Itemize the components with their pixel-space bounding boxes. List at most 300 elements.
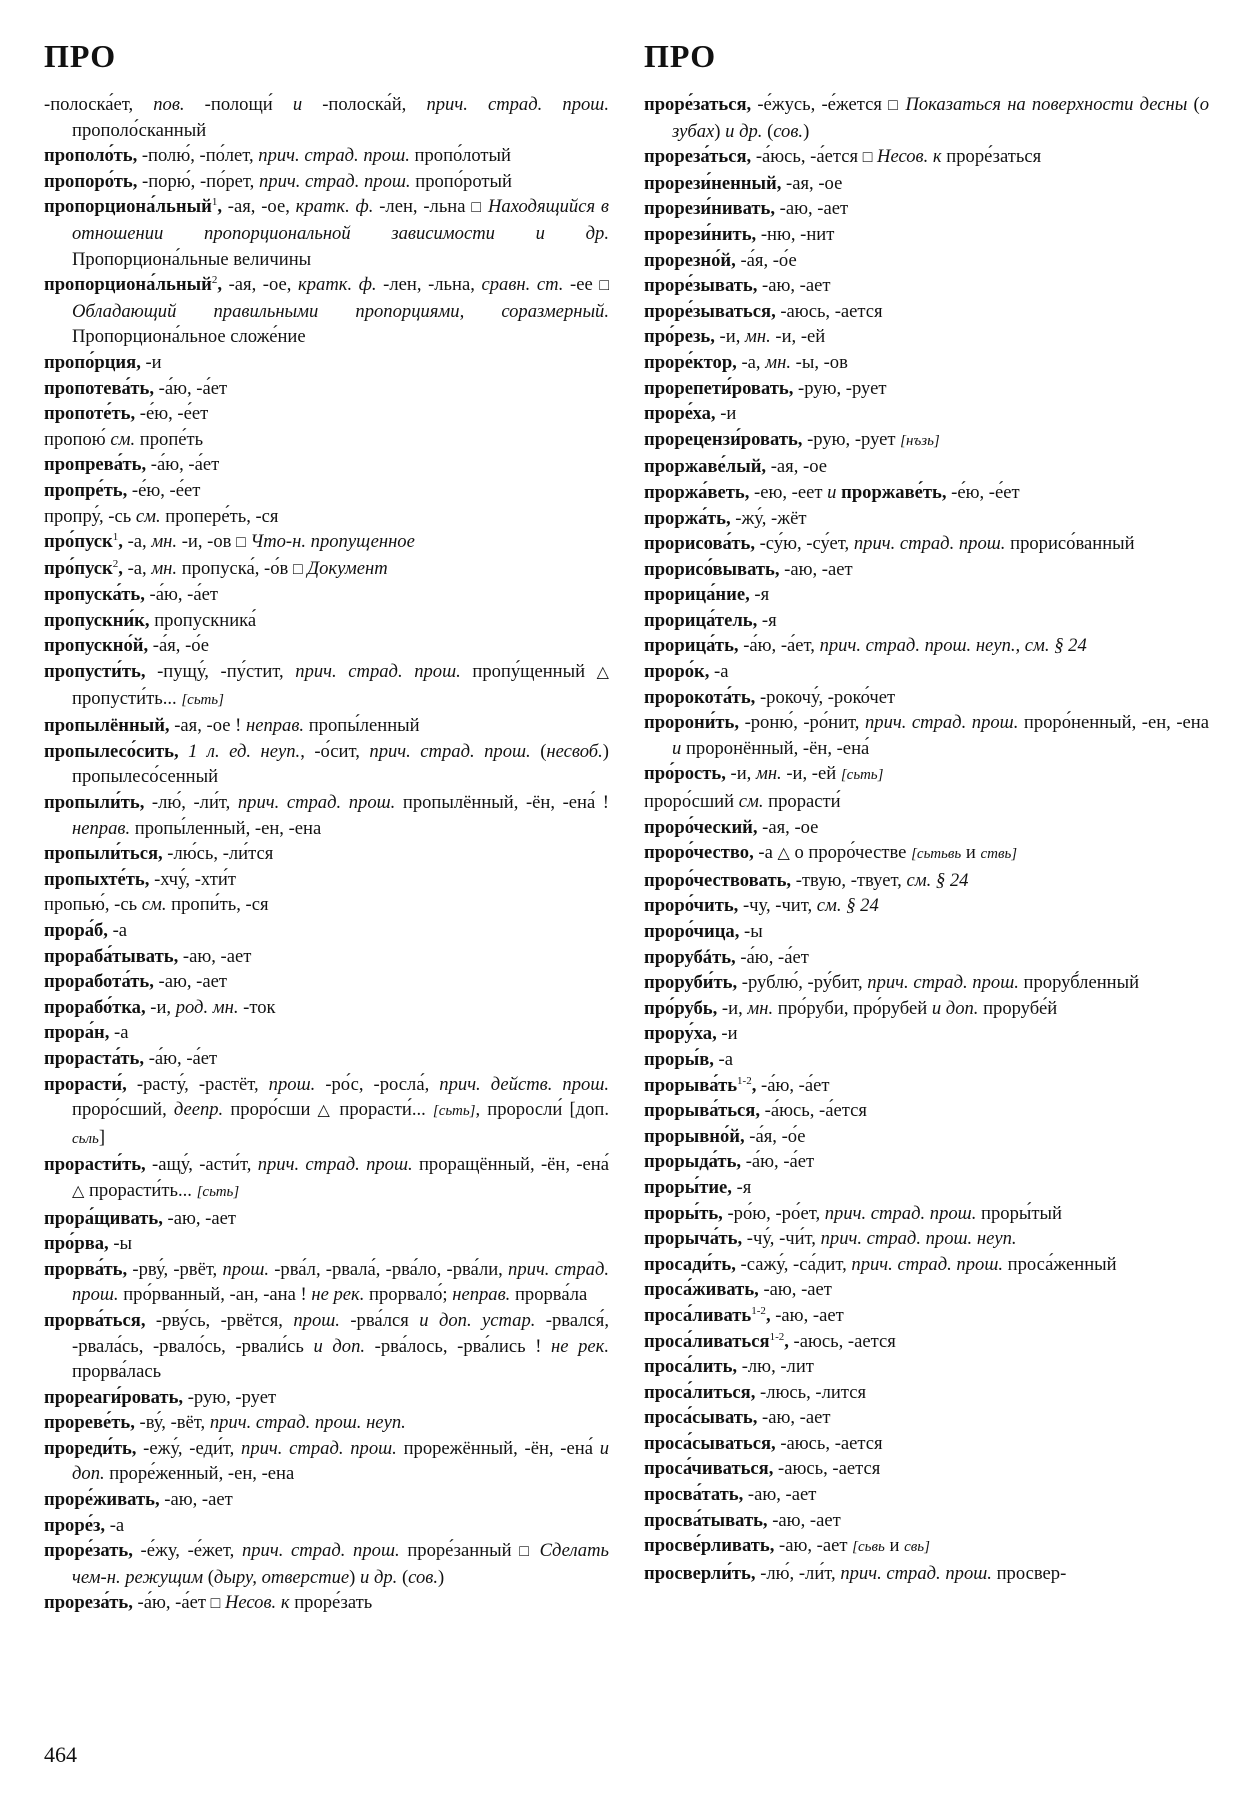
entry-text: прорвало́; xyxy=(364,1284,453,1306)
entry-text: -сажу́, -са́дит, xyxy=(735,1253,852,1275)
dictionary-entry xyxy=(644,427,1209,455)
entry-text: пропо́лотый xyxy=(409,145,512,167)
headword: просва́тать, xyxy=(644,1484,744,1506)
headword: прорези́нить, xyxy=(644,223,757,245)
headword: пропорциона́льный xyxy=(44,196,212,218)
headword: проса́живать, xyxy=(644,1279,759,1301)
entry-text: -рва́лся xyxy=(339,1309,420,1331)
dictionary-entry xyxy=(644,273,1209,299)
headword: проржа́ть, xyxy=(644,507,731,529)
headword: пропоро́ть, xyxy=(44,170,138,192)
transcription: [сьть] xyxy=(432,1103,476,1120)
dictionary-entry xyxy=(44,427,609,453)
grammar-label: и др. xyxy=(725,120,763,142)
entry-text: -лю, -лит xyxy=(737,1356,814,1378)
headword: прорезно́й, xyxy=(644,249,736,271)
dictionary-entry xyxy=(44,1487,609,1513)
entry-text: ) xyxy=(803,120,810,142)
entry-text: проре́женный, -ен, -ена xyxy=(104,1463,295,1485)
headword: прореаги́ровать, xyxy=(44,1386,184,1408)
entry-text: -ащу́, -асти́т, xyxy=(145,1154,258,1176)
headword: проре́живать, xyxy=(44,1489,160,1511)
entry-text: -люсь, -лится xyxy=(755,1381,866,1403)
entry-text: -ая, -ое xyxy=(766,456,827,478)
grammar-label: Документ xyxy=(302,557,388,579)
grammar-label: не рек. xyxy=(311,1284,365,1306)
entry-text: , -о́сит, xyxy=(300,740,370,762)
dictionary-entry xyxy=(644,1226,1209,1252)
entry-text: -полоска́ет, xyxy=(44,94,154,115)
dictionary-entry xyxy=(644,608,1209,634)
grammar-label: прич. страд. прош. неуп. xyxy=(209,1412,406,1434)
headword: прореди́ть, xyxy=(44,1437,137,1459)
dictionary-entry xyxy=(644,1431,1209,1457)
headword: проро́к, xyxy=(644,661,710,683)
entry-text: -ву́, -вёт, xyxy=(134,1412,210,1434)
entry-text: -е́ю, -е́ет xyxy=(946,481,1020,503)
entry-text: -рую, -рует xyxy=(793,377,887,399)
grammar-label: не рек. xyxy=(551,1335,610,1357)
entry-text: -аю, -ает xyxy=(779,558,853,580)
dictionary-entry xyxy=(644,1329,1209,1355)
entry-symbol: △ xyxy=(72,1182,85,1200)
entry-text: -аюсь, -ается xyxy=(788,1330,896,1352)
headword: проре́з, xyxy=(44,1514,106,1536)
grammar-label: см. § 24 xyxy=(906,869,969,891)
entry-text: прорубе́й xyxy=(978,997,1058,1019)
entry-text: проре́заться xyxy=(941,146,1042,168)
dictionary-entry xyxy=(44,1206,609,1232)
entry-text: ! xyxy=(535,1335,552,1357)
grammar-label: сравн. ст. xyxy=(481,274,564,296)
transcription: ствь] xyxy=(980,846,1018,863)
headword: пропусти́ть, xyxy=(44,661,146,683)
headword: прореза́ть, xyxy=(44,1592,133,1614)
entry-text: -аюсь, -ается xyxy=(775,1432,883,1454)
headword: пропрева́ть, xyxy=(44,454,147,476)
grammar-label: прич. страд. прош. xyxy=(241,1540,400,1562)
headword: проса́ливаться xyxy=(644,1330,770,1352)
entry-text: прорва́ла xyxy=(510,1284,588,1306)
entry-text: -полощи́ xyxy=(184,94,293,115)
entry-text: -рву́сь, -рвётся, xyxy=(145,1309,294,1331)
grammar-label: прич. страд. прош. xyxy=(824,1202,977,1224)
homonym-index: 1 xyxy=(211,196,218,209)
grammar-label: прич. страд. прош. xyxy=(72,1258,609,1306)
entry-text: проры́тый xyxy=(976,1202,1062,1224)
dictionary-entry xyxy=(44,1436,609,1487)
dictionary-entry xyxy=(44,169,609,195)
entry-text: -и, -ов xyxy=(177,531,237,553)
transcription: [сьть] xyxy=(181,691,224,708)
dictionary-entry xyxy=(44,713,609,739)
entry-text: -аю, -ает xyxy=(770,1304,844,1326)
entry-text: ) xyxy=(714,120,726,142)
grammar-label: Показаться на поверхности десны xyxy=(899,94,1188,115)
entry-text: -рую, -рует xyxy=(183,1386,277,1408)
headword: , xyxy=(217,274,222,296)
entry-text: -ро́ю, -ро́ет, xyxy=(722,1202,825,1224)
grammar-label: и xyxy=(827,481,837,503)
running-head-left: ПРО xyxy=(44,38,117,74)
headword: прорица́ть, xyxy=(644,635,739,657)
entry-text: прорва́лась xyxy=(72,1361,162,1383)
entry-text: -лен, -льна xyxy=(373,196,472,218)
transcription: свь] xyxy=(904,1539,930,1556)
transcription: сьль xyxy=(72,1130,99,1147)
dictionary-entry xyxy=(44,504,609,530)
dictionary-entry xyxy=(44,1231,609,1257)
entry-text: -а, xyxy=(736,351,766,373)
entry-text: ( xyxy=(762,120,774,142)
headword: просади́ть, xyxy=(644,1253,736,1275)
dictionary-entry xyxy=(644,710,1209,761)
dictionary-entry xyxy=(644,1561,1209,1587)
entry-text: -а, xyxy=(122,557,152,579)
transcription: [сьть] xyxy=(196,1183,240,1200)
entry-text: ! xyxy=(300,1284,312,1306)
headword: прорыва́ть xyxy=(644,1074,738,1096)
dictionary-entry xyxy=(44,1590,609,1617)
entry-text: -и, xyxy=(717,997,748,1019)
headword: проре́зать, xyxy=(44,1540,133,1562)
left-column xyxy=(44,92,609,1617)
dictionary-entry xyxy=(644,815,1209,841)
transcription: [нъзь] xyxy=(900,432,940,449)
grammar-label: прич. страд. прош. xyxy=(258,170,411,192)
entry-text: -рву́, -рвёт, xyxy=(127,1258,223,1280)
dictionary-entry xyxy=(644,1303,1209,1329)
entry-symbol: □ xyxy=(292,560,303,578)
dictionary-entry xyxy=(44,1385,609,1411)
dictionary-entry xyxy=(644,582,1209,608)
grammar-label: и доп. xyxy=(313,1335,366,1357)
entry-text: -аю, -ает xyxy=(775,198,849,220)
entry-text: -а xyxy=(709,661,729,683)
dictionary-entry xyxy=(44,582,609,608)
grammar-label: см. xyxy=(141,894,167,916)
headword: прорыда́ть, xyxy=(644,1151,742,1173)
grammar-label: мн. xyxy=(745,326,771,348)
headword: , xyxy=(751,1074,757,1096)
entry-text: пропусти́ть... xyxy=(72,687,182,709)
dictionary-entry xyxy=(644,919,1209,945)
headword: прорези́ненный, xyxy=(644,172,782,194)
entry-text xyxy=(179,741,189,762)
dictionary-entry xyxy=(44,1020,609,1046)
dictionary-entry xyxy=(644,506,1209,532)
entry-text: пропью́, -сь xyxy=(44,894,142,916)
entry-text: -а́ю, -а́ет xyxy=(146,454,220,476)
entry-text: пропи́ть, -ся xyxy=(166,894,269,916)
entry-text: -аю, -ает xyxy=(757,1407,831,1429)
entry-text: -хчу́, -хти́т xyxy=(149,868,236,890)
entry-text: проре́занный xyxy=(399,1540,520,1562)
headword: пропылённый, xyxy=(44,715,170,737)
headword: проро́чица, xyxy=(644,921,740,942)
headword: прораба́тывать, xyxy=(44,945,179,967)
entry-text: проса́женный xyxy=(1003,1253,1117,1275)
grammar-label: см. xyxy=(738,791,764,813)
entry-text: -аю, -ает xyxy=(162,1207,236,1229)
grammar-label: 1 л. ед. неуп. xyxy=(188,740,301,762)
entry-text: прорисо́ванный xyxy=(1005,533,1135,555)
headword: про́рубь, xyxy=(644,997,718,1019)
dictionary-entry xyxy=(644,299,1209,325)
entry-text: -а́ю, -а́ет, xyxy=(738,635,820,657)
dictionary-entry xyxy=(44,1257,609,1308)
entry-text: пропе́ть xyxy=(135,428,204,450)
entry-text: ! xyxy=(602,792,609,814)
homonym-index: 1-2 xyxy=(737,1074,752,1087)
dictionary-entry xyxy=(644,1482,1209,1508)
dictionary-entry xyxy=(644,1277,1209,1303)
entry-text: проронённый, -ён, -ена́ xyxy=(681,737,870,759)
entry-text: пропы́ленный xyxy=(304,715,420,737)
dictionary-entry xyxy=(44,892,609,918)
dictionary-entry xyxy=(44,739,609,790)
entry-text: -и xyxy=(715,403,737,425)
dictionary-entry xyxy=(44,790,609,841)
headword: пропо́рция, xyxy=(44,351,141,373)
entry-text: пропою́ xyxy=(44,428,111,450)
entry-text: -ы xyxy=(108,1233,133,1255)
headword: прорица́тель, xyxy=(644,609,758,631)
dictionary-entry xyxy=(44,608,609,634)
entry-symbol: □ xyxy=(471,199,483,217)
dictionary-entry xyxy=(644,633,1209,659)
dictionary-entry xyxy=(644,144,1209,171)
entry-text: -ее xyxy=(563,274,600,296)
entry-text: просвер- xyxy=(991,1562,1067,1584)
headword: проса́ливать xyxy=(644,1304,752,1326)
entry-symbol: □ xyxy=(236,534,246,552)
entry-text: -а́ю, -а́ет xyxy=(741,1151,815,1173)
dictionary-entry xyxy=(644,1201,1209,1227)
entry-text: ( xyxy=(530,740,547,762)
dictionary-entry xyxy=(644,1252,1209,1278)
entry-text: проро́сши xyxy=(223,1099,318,1121)
entry-text: -е́жусь, -е́жется xyxy=(751,94,889,115)
grammar-label: прош. xyxy=(293,1309,340,1331)
grammar-label: род. мн. xyxy=(175,996,239,1018)
dictionary-entry xyxy=(644,1354,1209,1380)
headword: пророни́ть, xyxy=(644,712,740,734)
entry-text: -аю, -ает xyxy=(758,1279,832,1301)
entry-text: ( xyxy=(203,1566,214,1588)
entry-text: ] xyxy=(98,1126,106,1148)
entry-text: -а́ю, -а́ет xyxy=(144,584,219,606)
grammar-label: прич. страд. прош. xyxy=(426,94,609,115)
entry-text: и xyxy=(884,1535,905,1557)
entry-text: -рокочу́, -роко́чет xyxy=(755,686,896,708)
dictionary-entry xyxy=(44,1308,609,1385)
entry-text: -порю́, -по́рет, xyxy=(137,170,259,192)
dictionary-entry xyxy=(44,194,609,272)
headword: прорва́ть, xyxy=(44,1258,128,1280)
headword: про́рость, xyxy=(644,763,726,785)
dictionary-entry xyxy=(44,556,609,583)
entry-text: -аю, -ает xyxy=(743,1484,817,1506)
dictionary-entry xyxy=(644,868,1209,894)
entry-text: про́рванный, -ан, -ана xyxy=(118,1284,301,1306)
entry-text: прорасти́... xyxy=(332,1099,433,1121)
headword: пропускни́к, xyxy=(44,609,150,631)
entry-text: ) xyxy=(437,1566,445,1588)
dictionary-entry xyxy=(44,1072,609,1153)
dictionary-entry xyxy=(644,454,1209,480)
entry-text: -ая, -ое xyxy=(169,715,236,737)
entry-text: -твую, -твует, xyxy=(791,869,907,891)
dictionary-entry xyxy=(644,1533,1209,1561)
entry-text: -а xyxy=(753,842,778,864)
entry-text: -а́ю, -а́ет xyxy=(144,1047,218,1069)
headword: прорубáть, xyxy=(644,946,736,968)
grammar-label: прош. xyxy=(268,1073,316,1095)
headword: проро́чество, xyxy=(644,842,754,864)
headword: прора́н, xyxy=(44,1022,110,1044)
dictionary-entry xyxy=(644,324,1209,350)
dictionary-entry xyxy=(44,659,609,713)
entry-text: -а, xyxy=(122,531,152,553)
dictionary-entry xyxy=(644,1508,1209,1534)
entry-text: -и, -ей xyxy=(781,763,841,785)
grammar-label: прич. страд. прош. xyxy=(840,1562,992,1584)
headword: проса́сываться, xyxy=(644,1432,776,1454)
entry-text: -и xyxy=(140,351,162,373)
dictionary-entry xyxy=(44,350,609,376)
entry-text: -аю, -ает xyxy=(767,1509,841,1531)
entry-text: -я xyxy=(757,609,777,631)
dictionary-entry xyxy=(44,1513,609,1539)
entry-text: пропылённый, -ён, -ена́ xyxy=(395,792,603,814)
entry-text: проро́сший, xyxy=(72,1099,174,1121)
grammar-label: прич. страд. прош. xyxy=(295,661,461,683)
entry-text: -и, xyxy=(725,763,756,785)
headword: проре́зывать, xyxy=(644,275,758,297)
grammar-label: сов. xyxy=(408,1566,438,1588)
entry-text: -а xyxy=(107,920,128,941)
entry-text: -рублю́, -ру́бит, xyxy=(737,972,868,994)
grammar-label: прич. страд. прош. xyxy=(867,972,1019,994)
entry-text: -ая, -ое, xyxy=(221,274,299,296)
headword: прорези́нивать, xyxy=(644,198,776,220)
entry-symbol: □ xyxy=(210,1595,221,1613)
dictionary-entry xyxy=(644,171,1209,197)
dictionary-entry xyxy=(644,248,1209,274)
grammar-label: прич. страд. прош. xyxy=(257,1154,413,1176)
entry-text: ! xyxy=(235,715,246,737)
entry-text: пропы́ленный, -ен, -ена xyxy=(130,817,322,839)
headword: проржаве́ть, xyxy=(836,481,947,503)
headword: пропре́ть, xyxy=(44,479,128,501)
dictionary-entry xyxy=(644,970,1209,996)
entry-text: о проро́честве xyxy=(789,842,912,864)
headword: пропотева́ть, xyxy=(44,377,154,399)
entry-text: -а́я, -о́е xyxy=(744,1125,806,1147)
entry-symbol: △ xyxy=(317,1102,333,1120)
grammar-label: прич. страд. прош. xyxy=(369,740,531,762)
headword: просва́тывать, xyxy=(644,1509,768,1531)
entry-text: ) xyxy=(349,1566,361,1588)
entry-text: -а xyxy=(713,1048,733,1070)
entry-text: проруб́ленный xyxy=(1018,972,1140,994)
headword: проржа́веть, xyxy=(644,481,750,503)
headword: прорецензи́ровать, xyxy=(644,428,803,450)
dictionary-entry xyxy=(644,1175,1209,1201)
entry-symbol: □ xyxy=(888,97,900,114)
entry-text: Пропорциона́льное сложе́ние xyxy=(72,326,306,348)
entry-text: -и, -ей xyxy=(770,326,826,348)
headword: прореза́ться, xyxy=(644,146,752,168)
entry-text: -аю, -ает xyxy=(159,1489,233,1511)
entry-text: -ы, -ов xyxy=(790,351,848,373)
entry-text: -аю, -ает xyxy=(153,971,227,993)
dictionary-entry xyxy=(644,1021,1209,1047)
entry-text: про́руби, про́рубей xyxy=(773,997,932,1019)
grammar-label: прош. xyxy=(222,1258,270,1280)
headword: проса́чиваться, xyxy=(644,1458,774,1480)
transcription: [сьвь xyxy=(852,1539,885,1556)
dictionary-entry xyxy=(644,1073,1209,1099)
grammar-label: прич. страд. прош. xyxy=(241,1437,397,1459)
dictionary-entry xyxy=(44,143,609,169)
grammar-label: несвоб. xyxy=(546,740,603,762)
grammar-label: и доп. xyxy=(931,997,979,1019)
entry-text: -а xyxy=(109,1022,129,1044)
dictionary-entry xyxy=(644,840,1209,868)
right-column xyxy=(644,92,1209,1586)
entry-text: -рва́л, -рвала́, -рва́ло, -рва́ли, xyxy=(269,1258,509,1280)
entry-symbol: □ xyxy=(519,1543,532,1561)
headword: прора́щивать, xyxy=(44,1207,163,1229)
entry-text: -рва́лось, -рва́лись xyxy=(365,1335,536,1357)
entry-text: прополо́сканный xyxy=(72,119,207,141)
entry-text: -пущу́, -пу́стит, xyxy=(145,661,296,683)
grammar-label: мн. xyxy=(755,763,782,785)
entry-text: -аю, -ает xyxy=(178,945,252,967)
grammar-label: неправ. xyxy=(245,715,305,737)
dictionary-entry xyxy=(644,1456,1209,1482)
grammar-label: прич. страд. прош. неуп. xyxy=(820,1228,1017,1250)
dictionary-entry xyxy=(644,789,1209,815)
grammar-label: о зубах xyxy=(672,94,1210,142)
dictionary-entry xyxy=(644,92,1209,144)
grammar-label: и xyxy=(672,737,682,759)
entry-text: пропускника́ xyxy=(149,609,257,631)
entry-text: Пропорциона́льные величины xyxy=(72,248,312,270)
grammar-label: Несов. к xyxy=(220,1592,290,1614)
dictionary-entry xyxy=(644,376,1209,402)
dictionary-entry xyxy=(44,944,609,970)
entry-text: -лю́, -ли́т, xyxy=(144,792,238,814)
headword: проржаве́лый, xyxy=(644,456,767,478)
grammar-label: Что-н. пропущенное xyxy=(245,531,415,553)
grammar-label: мн. xyxy=(151,557,178,579)
entry-text: -аю, -ает xyxy=(774,1535,853,1557)
dictionary-entry xyxy=(44,1538,609,1590)
entry-text: ) пропылесо́сенный xyxy=(72,740,609,788)
grammar-label: см. § 24 xyxy=(816,895,879,917)
headword: проса́лить, xyxy=(644,1356,738,1378)
grammar-label: дыру, отверстие xyxy=(213,1566,350,1588)
headword: прору́ха, xyxy=(644,1023,717,1045)
dictionary-entry xyxy=(44,529,609,556)
dictionary-entry xyxy=(44,867,609,893)
entry-text: -су́ю, -су́ет, xyxy=(754,533,854,555)
entry-text: пропуска́, -о́в xyxy=(177,557,293,579)
grammar-label: мн. xyxy=(765,351,791,373)
